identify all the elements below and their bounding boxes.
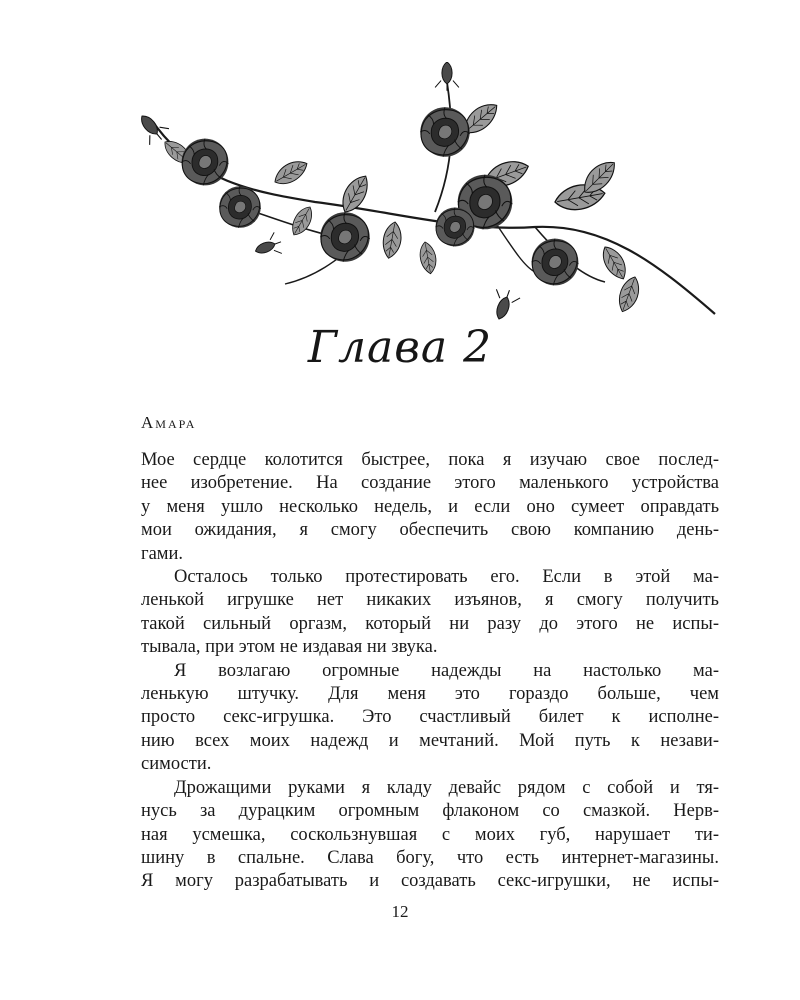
rose-branch-icon (135, 62, 720, 327)
text-line: у меня ушло несколько недель, и если оно сумеет оправдать (141, 496, 719, 517)
chapter-title: Глава 2 (307, 322, 493, 373)
text-line: Я могу разрабатывать и создавать секс-игрушки, не испы- (141, 871, 719, 892)
paragraph (141, 449, 719, 566)
text-line: такой сильный оргазм, который ни разу до этого не испы- (141, 613, 719, 634)
text-line: просто секс-игрушка. Это счастливый билет к исполне- (141, 707, 719, 728)
paragraph (141, 660, 719, 777)
text-line: симости. (141, 754, 212, 775)
text-line: шину в спальне. Слава богу, что есть интернет-магазины. (141, 847, 719, 868)
text-line: ная усмешка, соскользнувшая с моих губ, нарушает ти- (141, 824, 719, 845)
text-line: гами. (141, 543, 184, 564)
text-line: мои ожидания, я смогу обеспечить свою компанию день- (141, 520, 719, 541)
text-line: нусь за дурацким огромным флаконом со смазкой. Нерв- (141, 801, 719, 822)
text-line: Я возлагаю огромные надежды на настолько ма- (174, 660, 719, 681)
text-line: ленькой игрушке нет никаких изъянов, я смогу получить (141, 590, 719, 611)
text-line: Мое сердце колотится быстрее, пока я изучаю свое послед- (141, 450, 719, 470)
text-line: тывала, при этом не издавая ни звука. (141, 637, 438, 658)
paragraph (141, 566, 719, 660)
text-line: Осталось только протестировать его. Если в этой ма- (174, 567, 719, 588)
chapter-body (141, 449, 719, 894)
chapter-pov-character: Амара (141, 413, 197, 432)
text-line: нию всех моих надежд и мечтаний. Мой путь к незави- (141, 730, 719, 751)
text-line: ленькую штучку. Для меня это гораздо больше, чем (141, 684, 719, 705)
text-line: нее изобретение. На создание этого маленького устройства (141, 473, 719, 494)
text-line: Дрожащими руками я кладу девайс рядом с собой и тя- (174, 777, 719, 798)
paragraph (141, 777, 719, 894)
page-number: 12 (391, 902, 409, 921)
